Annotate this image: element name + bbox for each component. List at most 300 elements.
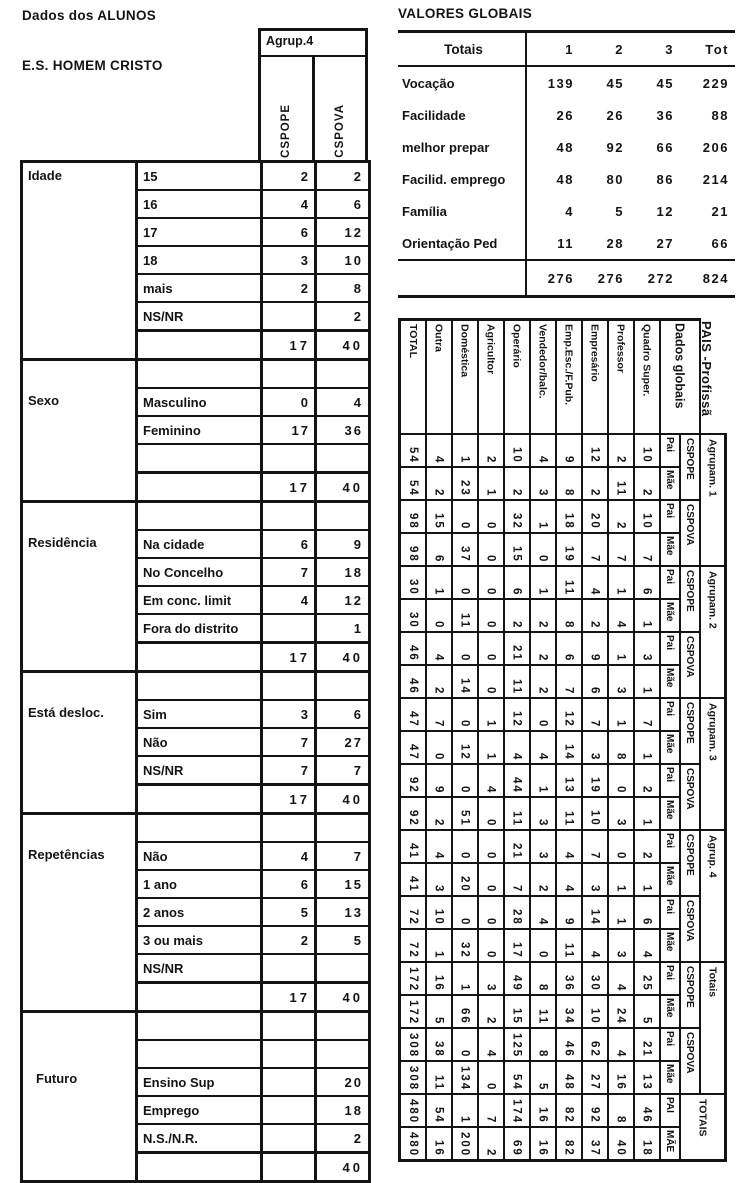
- rotated-value: 1: [614, 917, 627, 926]
- table-row: [398, 195, 735, 227]
- rotated-value: 16: [614, 1074, 627, 1091]
- rotated-value: 2: [614, 521, 627, 530]
- rotated-label: Mãe: [664, 866, 675, 886]
- value-cell: [504, 599, 530, 632]
- group-label-cell: [700, 698, 726, 830]
- school-label-cell: [680, 896, 700, 962]
- total-value-cell: 40: [316, 643, 370, 672]
- rotated-value: 7: [588, 719, 601, 728]
- rotated-value: 5: [640, 1016, 653, 1025]
- parent-label-cell: [660, 632, 680, 665]
- value-cell: [478, 698, 504, 731]
- rotated-value: 2: [432, 488, 445, 497]
- table-row: [22, 814, 370, 843]
- rotated-value: 480: [406, 1098, 419, 1124]
- rotated-value: 4: [614, 983, 627, 992]
- rotated-value: 3: [640, 653, 653, 662]
- value-cell: [530, 929, 556, 962]
- value-cell: [608, 863, 634, 896]
- item-cell: Ensino Sup: [137, 1068, 262, 1096]
- value-cell: [426, 929, 452, 962]
- rotated-label: Mãe: [664, 470, 675, 490]
- school-label-cell: [680, 434, 700, 500]
- rotated-value: 34: [562, 1008, 575, 1025]
- value-cell: 15: [316, 870, 370, 898]
- rotated-value: 38: [432, 1041, 445, 1058]
- rotated-value: 6: [432, 554, 445, 563]
- parent-label-cell: [660, 962, 680, 995]
- rotated-value: 0: [484, 818, 497, 827]
- rotated-value: 10: [588, 1008, 601, 1025]
- rotated-value: 4: [536, 752, 549, 761]
- rotated-label: Totais: [706, 967, 719, 998]
- value-cell: 5: [262, 898, 316, 926]
- value-cell: [556, 1094, 582, 1127]
- value-cell: [634, 995, 660, 1028]
- profession-header-cell: [452, 320, 478, 435]
- rotated-value: 0: [484, 554, 497, 563]
- value-cell: 139: [547, 75, 574, 91]
- rotated-value: 3: [536, 818, 549, 827]
- row-label-cell: Família: [398, 195, 526, 227]
- value-cell: [582, 929, 608, 962]
- rotated-value: 7: [562, 686, 575, 695]
- data-row: [400, 731, 726, 764]
- rotated-value: 0: [536, 719, 549, 728]
- rotated-value: 11: [562, 942, 575, 959]
- rotated-label: MÃE: [664, 1130, 675, 1153]
- value-cell: 4: [262, 842, 316, 870]
- value-cell: 48: [556, 139, 574, 155]
- profession-header-cell: [608, 320, 634, 435]
- spacer-cell: [262, 1012, 316, 1041]
- rotated-value: 4: [614, 620, 627, 629]
- value-cell: [608, 1094, 634, 1127]
- rotated-value: 14: [562, 744, 575, 761]
- spacer-cell: [262, 444, 316, 473]
- value-cell: [504, 995, 530, 1028]
- value-cell: [400, 764, 426, 797]
- spacer-cell: [316, 444, 370, 473]
- rotated-value: 11: [614, 480, 627, 497]
- rotated-value: 0: [458, 719, 471, 728]
- parent-label-cell: [660, 665, 680, 698]
- value-cell: [530, 500, 556, 533]
- value-cell: [556, 665, 582, 698]
- value-cell: [400, 1061, 426, 1094]
- rotated-value: 11: [562, 810, 575, 827]
- value-cell: [504, 1061, 530, 1094]
- value-cell: [452, 500, 478, 533]
- rotated-value: 8: [614, 1115, 627, 1124]
- value-cell: 1: [316, 614, 370, 643]
- rotated-label: PAI: [664, 1097, 675, 1113]
- row-label-cell: Facilid. emprego: [398, 163, 526, 195]
- value-cell: 214: [702, 171, 729, 187]
- value-cell: [530, 1061, 556, 1094]
- table-row: [22, 502, 370, 531]
- value-cell: [530, 698, 556, 731]
- school-label-cell: [680, 764, 700, 830]
- footer-label-cell: [398, 260, 526, 297]
- data-row: [400, 929, 726, 962]
- value-cell: [556, 1061, 582, 1094]
- value-cell: [530, 599, 556, 632]
- value-cell: 92: [606, 139, 624, 155]
- value-cell: [634, 698, 660, 731]
- rotated-value: 46: [406, 645, 419, 662]
- total-value-cell: 17: [262, 983, 316, 1012]
- rotated-value: 15: [510, 546, 523, 563]
- rotated-value: 9: [588, 653, 601, 662]
- rotated-value: 11: [432, 1074, 445, 1091]
- item-cell: Sim: [137, 700, 262, 728]
- cspova-column-header: [312, 57, 366, 160]
- rotated-label: TOTAIS: [696, 1099, 709, 1137]
- rotated-label: Dados globais: [672, 323, 687, 409]
- value-cell: [426, 698, 452, 731]
- school-label-cell: [680, 566, 700, 632]
- rotated-value: 30: [406, 612, 419, 629]
- value-cell: [400, 500, 426, 533]
- value-cell: [262, 302, 316, 331]
- rotated-value: 10: [588, 810, 601, 827]
- value-cell: [634, 863, 660, 896]
- profession-header-cell: [530, 320, 556, 435]
- rotated-value: 54: [406, 480, 419, 497]
- value-cell: 11: [557, 235, 574, 251]
- data-row: [400, 698, 726, 731]
- school-name-title: E.S. HOMEM CRISTO: [22, 58, 163, 73]
- value-cell: 27: [656, 235, 674, 251]
- rotated-value: 2: [484, 1016, 497, 1025]
- rotated-value: 0: [458, 587, 471, 596]
- value-cell: [478, 434, 504, 467]
- value-cell: 26: [556, 107, 574, 123]
- value-cell: [530, 566, 556, 599]
- value-cell: [634, 566, 660, 599]
- rotated-value: 8: [614, 752, 627, 761]
- item-cell: Masculino: [137, 388, 262, 416]
- value-cell: [582, 863, 608, 896]
- cspope-label: CSPOPE: [280, 104, 293, 158]
- rotated-value: 2: [588, 488, 601, 497]
- total-label-cell: [137, 473, 262, 502]
- item-cell: NS/NR: [137, 302, 262, 331]
- rotated-value: 32: [458, 942, 471, 959]
- value-cell: [582, 665, 608, 698]
- profession-header-cell: [634, 320, 660, 435]
- value-cell: [400, 929, 426, 962]
- rotated-value: 3: [614, 950, 627, 959]
- value-cell: [478, 929, 504, 962]
- total-value-cell: 40: [316, 785, 370, 814]
- total-value-cell: 17: [262, 473, 316, 502]
- value-cell: [556, 929, 582, 962]
- rotated-value: 10: [640, 513, 653, 530]
- data-row: [400, 665, 726, 698]
- rotated-value: 1: [484, 719, 497, 728]
- rotated-value: 0: [432, 620, 445, 629]
- rotated-value: 7: [640, 719, 653, 728]
- rotated-value: 37: [588, 1140, 601, 1157]
- rotated-value: 14: [588, 909, 601, 926]
- value-cell: [452, 995, 478, 1028]
- value-cell: [608, 467, 634, 500]
- rotated-value: 16: [432, 975, 445, 992]
- value-cell: [608, 698, 634, 731]
- value-cell: [400, 896, 426, 929]
- spacer-cell: [316, 814, 370, 843]
- rotated-label: Doméstica: [458, 324, 471, 378]
- value-cell: [452, 962, 478, 995]
- rotated-value: 23: [458, 480, 471, 497]
- value-cell: 2: [316, 1124, 370, 1153]
- data-row: [400, 797, 726, 830]
- rotated-value: 46: [406, 678, 419, 695]
- rotated-value: 7: [588, 851, 601, 860]
- rotated-value: 1: [458, 1115, 471, 1124]
- rotated-value: 62: [588, 1041, 601, 1058]
- category-cell: Está desloc.: [22, 672, 137, 814]
- rotated-value: 1: [640, 752, 653, 761]
- value-cell: 3: [262, 246, 316, 274]
- value-cell: [582, 962, 608, 995]
- data-row: [400, 467, 726, 500]
- rotated-value: 125: [510, 1032, 523, 1058]
- spacer-cell: [316, 360, 370, 389]
- rotated-value: 24: [614, 1008, 627, 1025]
- rotated-value: 15: [510, 1008, 523, 1025]
- value-cell: [634, 467, 660, 500]
- rotated-value: 6: [562, 653, 575, 662]
- value-cell: 86: [656, 171, 674, 187]
- rotated-value: 308: [406, 1032, 419, 1058]
- spacer-cell: [262, 502, 316, 531]
- rotated-value: 1: [614, 719, 627, 728]
- value-cell: [478, 797, 504, 830]
- value-cell: [426, 995, 452, 1028]
- rotated-value: 4: [432, 455, 445, 464]
- value-cell: 7: [262, 756, 316, 785]
- value-cell: [582, 698, 608, 731]
- rotated-value: 6: [588, 686, 601, 695]
- rotated-value: 82: [562, 1140, 575, 1157]
- rotated-label: Pai: [664, 701, 675, 717]
- value-cell: [608, 797, 634, 830]
- value-cell: [608, 566, 634, 599]
- value-cell: [608, 665, 634, 698]
- value-cell: 66: [656, 139, 674, 155]
- spacer-cell: [137, 1012, 262, 1041]
- value-cell: 36: [316, 416, 370, 444]
- spacer-cell: [262, 360, 316, 389]
- rotated-label: Pai: [664, 767, 675, 783]
- group-label-cell: [700, 830, 726, 962]
- rotated-label: Pai: [664, 503, 675, 519]
- value-cell: 6: [262, 870, 316, 898]
- rotated-value: 7: [432, 719, 445, 728]
- rotated-value: 6: [510, 587, 523, 596]
- totais-header-cell: Totais: [398, 32, 526, 67]
- value-cell: [426, 1061, 452, 1094]
- group-label-cell: [700, 434, 726, 566]
- item-cell: Emprego: [137, 1096, 262, 1124]
- value-cell: [504, 434, 530, 467]
- value-cell: [556, 863, 582, 896]
- value-cell: [582, 830, 608, 863]
- value-cell: 66: [711, 235, 729, 251]
- rotated-value: 10: [640, 447, 653, 464]
- value-cell: [634, 929, 660, 962]
- table-row: [398, 131, 735, 163]
- value-cell: [530, 995, 556, 1028]
- parent-label-cell: [660, 995, 680, 1028]
- rotated-label: CSPOPE: [684, 966, 695, 1008]
- data-row: [400, 764, 726, 797]
- value-cell: 7: [262, 728, 316, 756]
- rotated-value: 0: [484, 587, 497, 596]
- value-cell: [530, 1127, 556, 1161]
- data-row: [400, 1028, 726, 1061]
- item-cell: Fora do distrito: [137, 614, 262, 643]
- spacer-cell: [262, 814, 316, 843]
- rotated-label: Pai: [664, 965, 675, 981]
- rotated-value: 200: [458, 1131, 471, 1157]
- category-cell: Residência: [22, 502, 137, 672]
- profession-header-cell: [478, 320, 504, 435]
- value-cell: [400, 863, 426, 896]
- profession-header-cell: [556, 320, 582, 435]
- data-row: [400, 896, 726, 929]
- rotated-value: 2: [640, 488, 653, 497]
- rotated-value: 4: [536, 455, 549, 464]
- rotated-value: 1: [536, 521, 549, 530]
- rotated-value: 18: [562, 513, 575, 530]
- category-cell: Futuro: [22, 1012, 137, 1182]
- value-cell: [634, 632, 660, 665]
- value-cell: [400, 566, 426, 599]
- data-row: [400, 533, 726, 566]
- rotated-value: 46: [640, 1107, 653, 1124]
- value-cell: [556, 830, 582, 863]
- value-cell: [478, 566, 504, 599]
- value-cell: [582, 467, 608, 500]
- spacer-cell: [137, 360, 262, 389]
- value-cell: [556, 962, 582, 995]
- value-cell: [504, 764, 530, 797]
- value-cell: [400, 1094, 426, 1127]
- data-row: [400, 434, 726, 467]
- rotated-value: 4: [562, 851, 575, 860]
- rotated-value: 40: [614, 1140, 627, 1157]
- rotated-value: 2: [588, 620, 601, 629]
- value-cell: [400, 599, 426, 632]
- school-label-cell: [680, 698, 700, 764]
- parent-label-cell: [660, 533, 680, 566]
- profession-header-cell: [400, 320, 426, 435]
- value-cell: [608, 632, 634, 665]
- rotated-value: 2: [536, 686, 549, 695]
- value-cell: 18: [316, 1096, 370, 1124]
- value-cell: [504, 1094, 530, 1127]
- rotated-value: 92: [406, 810, 419, 827]
- value-cell: 13: [316, 898, 370, 926]
- value-cell: [426, 1094, 452, 1127]
- value-cell: 6: [262, 218, 316, 246]
- value-cell: [426, 434, 452, 467]
- value-cell: [556, 1127, 582, 1161]
- value-cell: [608, 599, 634, 632]
- valores-globais-title: VALORES GLOBAIS: [398, 6, 533, 21]
- value-cell: [582, 731, 608, 764]
- rotated-value: 92: [406, 777, 419, 794]
- rotated-value: 3: [536, 488, 549, 497]
- rotated-value: 0: [458, 917, 471, 926]
- value-cell: 6: [316, 190, 370, 218]
- column-header-cell: 1: [526, 32, 580, 67]
- rotated-value: 7: [484, 1115, 497, 1124]
- table-row: [398, 66, 735, 99]
- value-cell: [426, 896, 452, 929]
- value-cell: 10: [316, 246, 370, 274]
- rotated-label: Mãe: [664, 668, 675, 688]
- rotated-label: Mãe: [664, 800, 675, 820]
- value-cell: [400, 434, 426, 467]
- rotated-value: 4: [484, 1049, 497, 1058]
- value-cell: 2: [316, 302, 370, 331]
- rotated-label: Emp.Esc./F.Pub.: [562, 324, 575, 406]
- value-cell: [262, 1096, 316, 1124]
- value-cell: [556, 764, 582, 797]
- profession-header-row: [400, 320, 726, 435]
- rotated-value: 44: [510, 777, 523, 794]
- rotated-value: 1: [536, 785, 549, 794]
- rotated-value: 2: [536, 653, 549, 662]
- rotated-value: 2: [510, 620, 523, 629]
- rotated-value: 1: [432, 587, 445, 596]
- value-cell: [608, 995, 634, 1028]
- value-cell: [504, 1127, 530, 1161]
- value-cell: [608, 434, 634, 467]
- total-value-cell: [262, 1153, 316, 1182]
- parent-label-cell: [660, 830, 680, 863]
- category-cell: Sexo: [22, 360, 137, 502]
- rotated-value: 4: [640, 950, 653, 959]
- value-cell: [478, 962, 504, 995]
- value-cell: [634, 1061, 660, 1094]
- rotated-value: 3: [614, 818, 627, 827]
- rotated-label: CSPOVA: [684, 900, 695, 942]
- rotated-label: CSPOPE: [684, 438, 695, 480]
- item-cell: NS/NR: [137, 756, 262, 785]
- total-label-cell: [137, 785, 262, 814]
- rotated-value: 3: [432, 884, 445, 893]
- rotated-label: Mãe: [664, 734, 675, 754]
- rotated-label: Mãe: [664, 1064, 675, 1084]
- value-cell: [478, 632, 504, 665]
- value-cell: [530, 434, 556, 467]
- value-cell: [262, 1124, 316, 1153]
- value-cell: [582, 599, 608, 632]
- value-cell: 2: [262, 926, 316, 954]
- value-cell: 26: [606, 107, 624, 123]
- rotated-value: 36: [562, 975, 575, 992]
- value-cell: [556, 467, 582, 500]
- value-cell: [582, 764, 608, 797]
- value-cell: [452, 1127, 478, 1161]
- rotated-value: 16: [536, 1140, 549, 1157]
